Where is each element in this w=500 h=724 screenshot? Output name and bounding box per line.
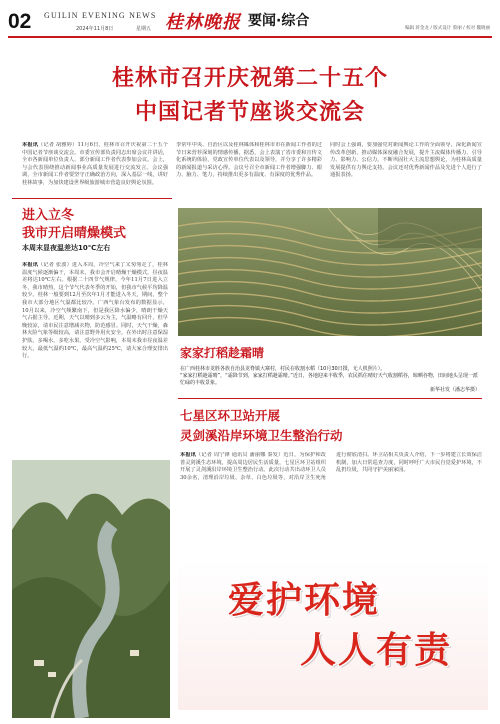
- left-story-title-1: 进入立冬: [22, 208, 75, 223]
- left-story-body: [22, 262, 168, 452]
- left-story-subtitle: 本周末显夜温差达10℃左右: [22, 244, 111, 252]
- photo-caption-line-1: 在广西桂林市龙胜各族自治县龙脊镇大寨村，村民在收割水稻（10月30日摄，无人机照片）。: [180, 366, 386, 372]
- lead-story-col-3-text: 同时会上强调，要加强党对新闻舆论工作的全面领导，深化新闻宣传改革创新，推动媒体深度融合发展，提升主流媒体传播力、引导力、影响力、公信力，不断巩固壮大主流思想舆论，为桂林高质量发展提供有力舆论支持。会议还对优秀新闻作品及先进个人进行了通报表扬。: [330, 142, 482, 179]
- right-story-title-2: 灵剑溪沿岸环境卫生整治行动: [180, 428, 343, 443]
- left-story-title-2: 我市开启晴燥模式: [22, 226, 127, 241]
- lead-story-col-1: [22, 142, 168, 194]
- newspaper-logo: 桂林晚报: [165, 12, 241, 33]
- headline-line-2: 中国记者节座谈交流会: [134, 100, 365, 125]
- right-story-byline: 本报讯: [180, 452, 197, 458]
- lead-story-byline: 本报讯: [22, 142, 39, 148]
- main-headline: [0, 62, 500, 130]
- rice-terrace-photo: [178, 208, 482, 336]
- page-number: 02: [8, 10, 32, 33]
- publication-name-en: GUILIN EVENING NEWS: [44, 11, 157, 20]
- publication-date: 2024年11月8日: [76, 26, 114, 32]
- left-story-rule: [12, 198, 172, 199]
- left-story-text: （记者 张波）进入本周，冷空气来了又匆匆走了，桂林温度气候逐渐偏干，本周末，我市会开启晴燥干燥模式，昼夜温差将达10℃左右。根据二十四节气规律，今年11月7日进入立冬，我市晴热，这个节气代表冬季的开始，但我市气候平均降温较少。桂林一般要到12月至次年1月才能进入冬天，期间，整个我市大部分地区气温都比较冷。广西气象台发布的数据显示，10月以来，冷空气频繁南下，但是我区降水偏少，晴朗干燥天气占据主导。近期，天气以晴到多云为主，气温略有回升，但早晚较凉，请市民注意增减衣物，防范感冒。同时，天气干燥，森林火险气象等级较高，请注意野外用火安全，在外出时注意保湿护肤，多喝水，多吃水果。受冷空气影响，本周末我市昼夜温差较大，最低气温约10℃，最高气温约25℃，请大家合理安排出行。: [22, 262, 168, 360]
- slogan-line-1: 爱护环境: [228, 579, 381, 621]
- lead-story-col-1-text: （记者 胡雅婷）11月6日，桂林市召开庆祝第二十五个中国记者节座谈交流会。市委宣传部负责同志出席会议并讲话，全市各新闻单位负责人、部分新闻工作者代表参加会议。会上，与会代表围绕推动新闻事业高质量发展进行交流发言。会议强调，全市新闻工作者要坚守正确政治方向，深入基层一线，讲好桂林故事，为加快建设世界级旅游城市营造良好舆论氛围。: [22, 142, 168, 186]
- right-story-rule: [178, 398, 482, 399]
- river-landscape-photo: [12, 460, 170, 718]
- masthead-rule: [8, 36, 492, 38]
- headline-line-1: 桂林市召开庆祝第二十五个: [111, 66, 388, 91]
- right-story-body: [180, 452, 482, 552]
- photo-story-title: 家家打稻趁霜晴: [180, 346, 265, 360]
- lead-story-col-3: [330, 142, 482, 194]
- photo-caption-line-2: “家家打稻趁霜晴”，“霜降节到，家家打稻趁霜晴。”近日，各地迎来丰收季，农民抓住晴好天气收割稻谷，晾晒谷物，田间地头呈现一派忙碌的丰收景象。: [180, 373, 478, 386]
- rice-terrace-illustration: [178, 208, 482, 336]
- masthead: [0, 0, 500, 38]
- section-title: 要闻·综合: [248, 13, 310, 29]
- right-story-text: （记者 周宁锋 通讯员 潘丽娜 秦发）近日，为保护和改善灵剑溪生态环境，提高周边居民生活质量，七星区环卫站组织开展了灵剑溪沿岸环境卫生整治行动。此次行动共出动环卫人员30余名，清理沿岸垃圾、杂草、白色垃圾等，对沿岸卫生死角进行彻底清扫。环卫站相关负责人介绍，下一步将建立长效保洁机制，加大日常巡查力度，同时呼吁广大市民自觉爱护环境，不乱扔垃圾，共同守护美丽家园。: [180, 452, 482, 481]
- lead-story-col-2-text: 李常年中央、自治区以及桂林媒体和桂林市市在新闻工作者的过节日来营荐深刻的情感传播，据悉，会上表演了省市委和宣传文化系统的体验，党政宣传单位代表以及领导，并分享了许多精彩的新闻报道与采访心得。会议号召全市新闻工作者增强脚力、眼力、脑力、笔力，持续推出更多有温度、有深度的优秀作品。: [176, 142, 322, 179]
- river-landscape-illustration: [12, 460, 170, 718]
- photo-credit: 新华社发（潘志华摄）: [429, 387, 480, 393]
- lead-story-col-2: [176, 142, 322, 194]
- editor-credits: 编辑 蒋金龙 / 版式设计 蔡丽 / 校对 魏晓丽: [404, 26, 490, 31]
- left-story-byline: 本报讯: [22, 262, 39, 268]
- slogan-line-2: 人人有责: [300, 629, 453, 671]
- right-story-title-1: 七星区环卫站开展: [180, 408, 281, 423]
- photo-caption: [180, 366, 480, 394]
- publication-weekday: 星期五: [136, 26, 152, 32]
